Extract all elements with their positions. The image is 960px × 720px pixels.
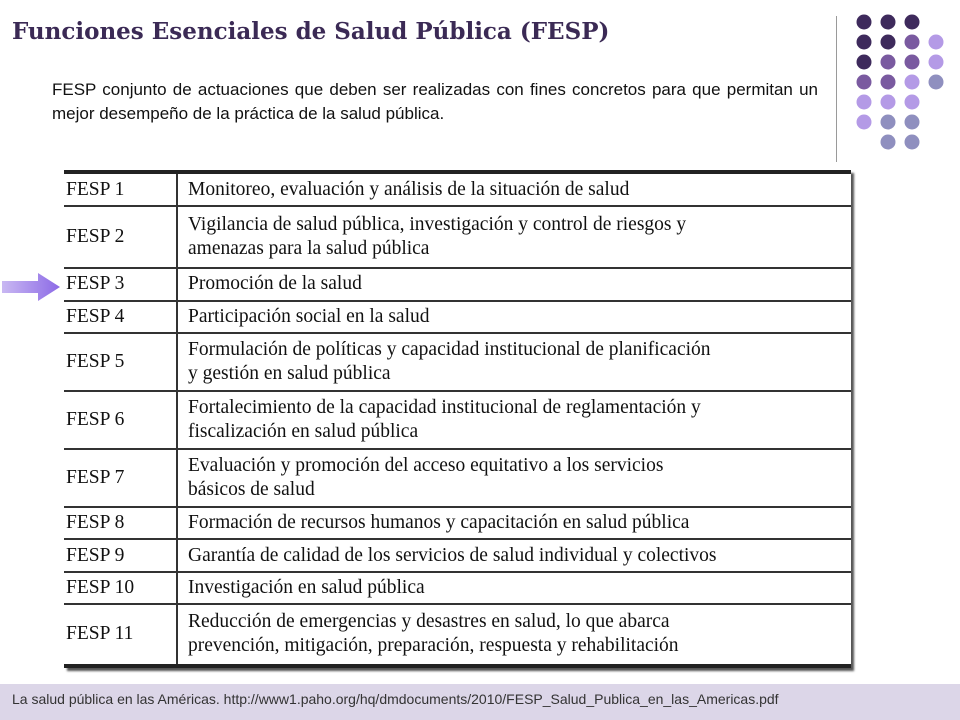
decorative-dot: [881, 95, 896, 110]
fesp-description: [177, 333, 851, 391]
fesp-description: [177, 391, 851, 449]
fesp-code: FESP 4: [64, 301, 177, 333]
fesp-code: FESP 3: [64, 268, 177, 300]
fesp-description-line: Reducción de emergencias y desastres en salud, lo que abarca: [188, 611, 670, 633]
fesp-description: [177, 507, 851, 539]
table-row: [64, 333, 851, 391]
fesp-description-line: amenazas para la salud pública: [188, 238, 430, 260]
decorative-dot: [881, 135, 896, 150]
fesp-code: FESP 6: [64, 391, 177, 449]
decorative-dot: [881, 55, 896, 70]
decorative-dot: [905, 135, 920, 150]
source-citation: La salud pública en las Américas. http://www1.paho.org/hq/dmdocuments/2010/FESP_Salud_Publica_en_las_Americas.pdf: [12, 691, 779, 707]
decorative-dot: [857, 55, 872, 70]
decorative-dot: [881, 15, 896, 30]
decorative-dot: [905, 55, 920, 70]
decorative-dot: [857, 115, 872, 130]
fesp-description: [177, 449, 851, 507]
fesp-code: FESP 7: [64, 449, 177, 507]
fesp-description-line: Investigación en salud pública: [188, 576, 425, 598]
fesp-description-line: Garantía de calidad de los servicios de salud individual y colectivos: [188, 544, 717, 566]
table-row: [64, 604, 851, 664]
decorative-dot: [857, 15, 872, 30]
table-row: [64, 301, 851, 333]
fesp-description-line: Participación social en la salud: [188, 305, 430, 327]
fesp-description-line: fiscalización en salud pública: [188, 420, 419, 442]
decorative-dot: [857, 35, 872, 50]
table-row: [64, 449, 851, 507]
fesp-code: FESP 8: [64, 507, 177, 539]
decorative-dot: [905, 95, 920, 110]
decorative-dot: [881, 75, 896, 90]
table-row: [64, 206, 851, 268]
fesp-description: [177, 604, 851, 664]
decorative-dot: [929, 55, 944, 70]
table-row: [64, 268, 851, 300]
fesp-description: [177, 268, 851, 300]
fesp-description-line: Formación de recursos humanos y capacitación en salud pública: [188, 512, 690, 534]
table-row: [64, 174, 851, 206]
fesp-description: [177, 206, 851, 268]
fesp-description-line: Monitoreo, evaluación y análisis de la situación de salud: [188, 178, 630, 200]
fesp-description-line: prevención, mitigación, preparación, respuesta y rehabilitación: [188, 635, 679, 657]
fesp-code: FESP 5: [64, 333, 177, 391]
decorative-dot: [857, 75, 872, 90]
fesp-description-line: básicos de salud: [188, 479, 315, 501]
decorative-dot: [881, 35, 896, 50]
table-row: [64, 539, 851, 571]
decorative-dot-grid: [0, 0, 960, 170]
footer-bar: [0, 684, 960, 720]
decorative-dot: [905, 35, 920, 50]
fesp-description-line: Fortalecimiento de la capacidad institucional de reglamentación y: [188, 396, 701, 418]
fesp-code: FESP 2: [64, 206, 177, 268]
fesp-description: [177, 539, 851, 571]
decorative-dot: [881, 115, 896, 130]
fesp-description-line: y gestión en salud pública: [188, 362, 391, 384]
fesp-description-line: Evaluación y promoción del acceso equitativo a los servicios: [188, 455, 664, 477]
decorative-dot: [905, 75, 920, 90]
decorative-dot: [857, 95, 872, 110]
highlight-arrow-icon: [0, 270, 64, 306]
decorative-dot: [929, 35, 944, 50]
decorative-dot: [905, 115, 920, 130]
fesp-code: FESP 11: [64, 604, 177, 664]
decorative-dot: [929, 75, 944, 90]
table-row: [64, 572, 851, 604]
fesp-code: FESP 9: [64, 539, 177, 571]
table-row: [64, 507, 851, 539]
fesp-description-line: Vigilancia de salud pública, investigación y control de riesgos y: [188, 214, 687, 236]
fesp-description: [177, 174, 851, 206]
slide-title: Funciones Esenciales de Salud Pública (FESP): [12, 18, 610, 45]
fesp-description-line: Formulación de políticas y capacidad institucional de planificación: [188, 338, 711, 360]
decorative-dot: [905, 15, 920, 30]
fesp-code: FESP 1: [64, 174, 177, 206]
fesp-description-line: Promoción de la salud: [188, 273, 362, 295]
table-row: [64, 391, 851, 449]
intro-text: FESP conjunto de actuaciones que deben ser realizadas con fines concretos para que permitan un mejor desempeño de la práctica de la salud pública.: [52, 80, 818, 123]
fesp-description: [177, 301, 851, 333]
fesp-code: FESP 10: [64, 572, 177, 604]
fesp-table: [64, 170, 851, 668]
fesp-description: [177, 572, 851, 604]
